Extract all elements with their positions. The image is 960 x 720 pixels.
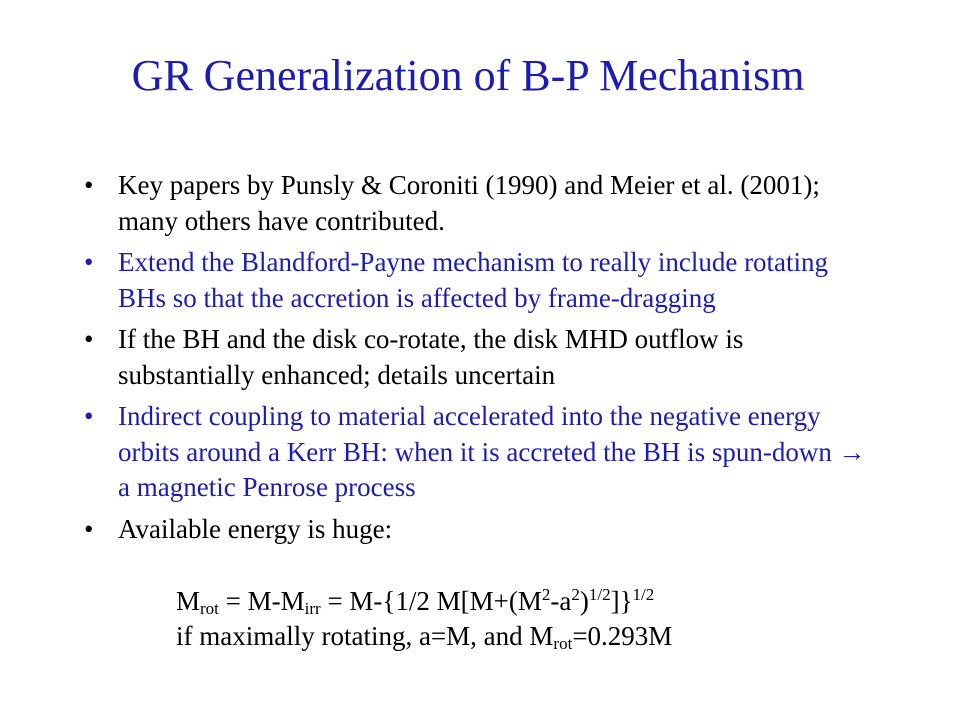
formula-text: -a	[550, 586, 572, 616]
bullet-item	[80, 512, 880, 548]
formula-superscript: 2	[541, 585, 551, 604]
bullet-list	[80, 168, 880, 553]
formula-text: = M-{1/2 M[M+(M	[320, 586, 542, 616]
formula-text: = M-M	[218, 586, 305, 616]
formula-line-1	[176, 584, 672, 619]
slide-title: GR Generalization of B-P Mechanism	[131, 51, 805, 100]
formula-text: ]}	[610, 586, 633, 616]
bullet-text: Key papers by Punsly & Coroniti (1990) and Meier et al. (2001); many others have contributed.	[118, 170, 820, 236]
bullet-dot: •	[84, 324, 94, 354]
bullet-text: Available energy is huge:	[118, 513, 393, 544]
bullet-dot: •	[84, 170, 94, 200]
formula-text: if maximally rotating, a=M, and M	[176, 621, 554, 651]
bullet-text: If the BH and the disk co-rotate, the disk MHD outflow is substantially enhanced; details uncertain	[118, 324, 744, 390]
bullet-text: Indirect coupling to material accelerated into the negative energy orbits around a Kerr BH: when it is accreted the BH is spun-down → a magnetic Penrose process	[118, 401, 866, 502]
bullet-dot: •	[84, 401, 94, 431]
formula-superscript: 2	[571, 585, 580, 604]
bullet-text: Extend the Blandford-Payne mechanism to really include rotating BHs so that the accretion is affected by frame-dragging	[118, 247, 829, 313]
formula-subscript: rot	[200, 599, 219, 618]
formula-line-2	[176, 619, 672, 654]
formula-symbol: M	[176, 586, 201, 616]
formula-subscript: irr	[304, 599, 321, 618]
bullet-item	[80, 322, 880, 393]
bullet-dot: •	[84, 513, 94, 544]
formula-text: =0.293M	[572, 621, 673, 651]
formula-subscript: rot	[553, 634, 573, 653]
bullet-item	[80, 399, 880, 506]
energy-formula	[176, 584, 672, 654]
formula-superscript: 1/2	[632, 585, 655, 604]
formula-text: )	[579, 586, 589, 616]
bullet-item	[80, 245, 880, 316]
bullet-dot: •	[84, 247, 94, 277]
bullet-item	[80, 168, 880, 239]
formula-superscript: 1/2	[588, 585, 611, 604]
